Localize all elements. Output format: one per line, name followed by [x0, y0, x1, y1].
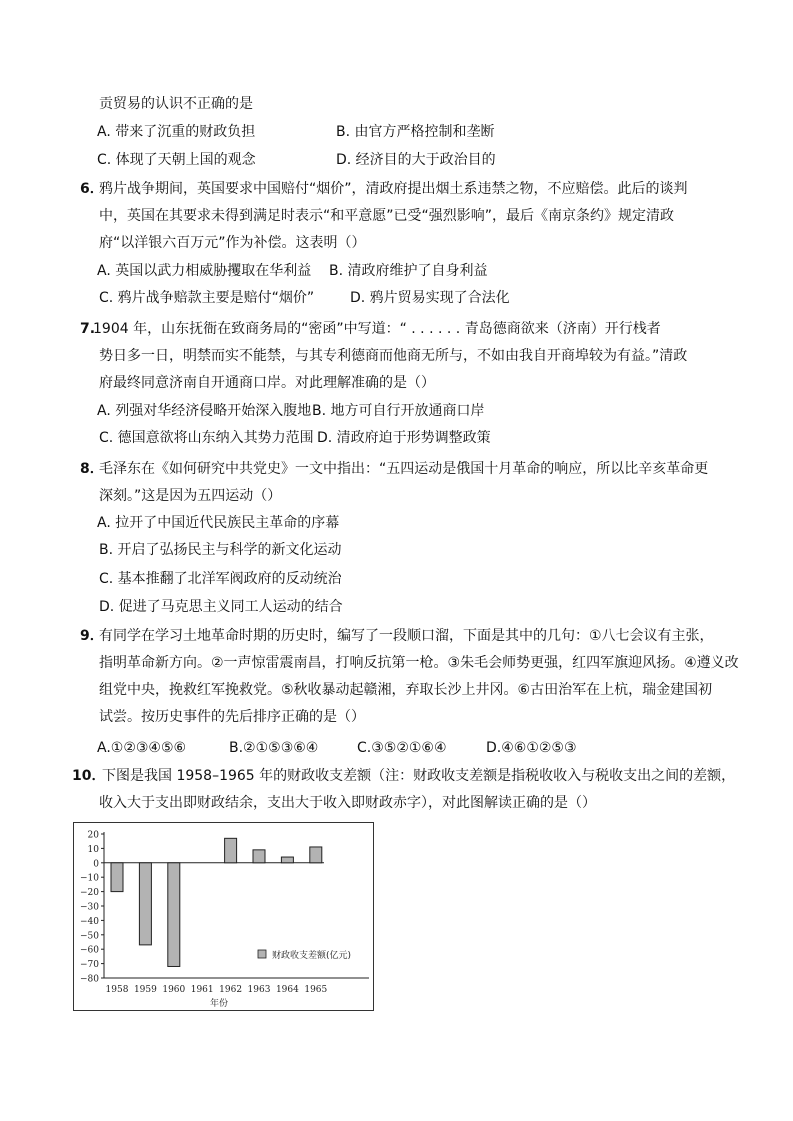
q8-option-a: A. 拉开了中国近代民族民主革命的序幕 [97, 515, 340, 531]
q9-option-d: D.④⑥①②⑤③ [486, 740, 577, 756]
y-tick-label: −10 [80, 873, 99, 884]
x-tick-label: 1963 [247, 985, 271, 995]
x-tick-label: 1959 [133, 985, 157, 995]
bar [139, 863, 151, 945]
bar [225, 838, 237, 862]
x-tick-label: 1958 [105, 985, 129, 995]
q7-option-d: D. 清政府迫于形势调整政策 [317, 430, 491, 446]
q9-line-4: 试尝。按历史事件的先后排序正确的是（） [99, 709, 365, 725]
q6-line-2: 中，英国在其要求未得到满足时表示“和平意愿”已受“强烈影响”，最后《南京条约》规定清政 [99, 208, 675, 224]
q9-line-2: 指明革命新方向。②一声惊雷震南昌，打响反抗第一枪。③朱毛会师势更强，红四军旗迎风扬。④遵义改 [99, 655, 739, 671]
q7-option-a: A. 列强对华经济侵略开始深入腹地 [97, 403, 312, 419]
y-tick-label: 10 [87, 844, 99, 855]
y-tick-label: 20 [87, 830, 99, 841]
legend-swatch [258, 950, 266, 958]
y-tick-label: 0 [93, 859, 99, 870]
q6-number: 6． [80, 181, 104, 197]
y-tick-label: −40 [80, 916, 99, 927]
bar [111, 863, 123, 892]
q7-line-2: 势日多一日，明禁而实不能禁，与其专利德商而他商无所与，不如由我自开商埠较为有益。”清政 [99, 348, 688, 364]
q10-number: 10． [72, 768, 106, 784]
q7-option-b: B. 地方可自行开放通商口岸 [312, 403, 485, 419]
x-tick-label: 1962 [219, 985, 243, 995]
y-tick-label: −60 [80, 945, 99, 956]
q6-option-a: A. 英国以武力相威胁攫取在华利益 [97, 263, 312, 279]
q9-number: 9． [80, 628, 104, 644]
q10-line-1: 下图是我国 1958–1965 年的财政收支差额（注：财政收支差额是指税收收入与税收支出之间的差额， [102, 768, 736, 784]
q8-line-1: 毛泽东在《如何研究中共党史》一文中指出：“五四运动是俄国十月革命的响应，所以比辛亥革命更 [99, 461, 709, 477]
q5-option-d: D. 经济目的大于政治目的 [336, 152, 496, 168]
x-tick-label: 1961 [190, 985, 214, 995]
q5-option-a: A. 带来了沉重的财政负担 [97, 124, 256, 140]
q7-number: 7. [80, 321, 96, 337]
q8-number: 8． [80, 461, 104, 477]
x-axis-title: 年份 [209, 999, 229, 1009]
fiscal-balance-chart [73, 822, 374, 1011]
y-tick-label: −50 [80, 931, 99, 942]
y-tick-label: −80 [80, 974, 99, 985]
y-tick-label: −30 [80, 902, 99, 913]
x-tick-label: 1965 [304, 985, 328, 995]
q5-stem-tail: 贡贸易的认识不正确的是 [99, 96, 253, 112]
q6-option-c: C. 鸦片战争赔款主要是赔付“烟价” [99, 290, 315, 306]
q6-option-b: B. 清政府维护了自身利益 [329, 263, 488, 279]
bar [168, 863, 180, 967]
q8-option-c: C. 基本推翻了北洋军阀政府的反动统治 [99, 571, 342, 587]
bar [253, 850, 265, 863]
q9-option-c: C.③⑤②①⑥④ [357, 740, 447, 756]
q6-option-d: D. 鸦片贸易实现了合法化 [350, 290, 510, 306]
q7-line-3: 府最终同意济南自开通商口岸。对此理解准确的是（） [99, 375, 435, 391]
q7-option-c: C. 德国意欲将山东纳入其势力范围 [99, 430, 314, 446]
q6-line-3: 府“以洋银六百万元”作为补偿。这表明（） [99, 235, 366, 251]
y-tick-label: −20 [80, 888, 99, 899]
q9-line-3: 组党中央，挽救红军挽救党。⑤秋收暴动起赣湘，弃取长沙上井冈。⑥古田治军在上杭，瑞金建国初 [99, 682, 713, 698]
bar [310, 847, 322, 863]
q7-line-1: 1904 年，山东抚衙在致商务局的“密函”中写道：“ . . . . . . 青岛德商欲来（济南）开行栈者 [93, 321, 661, 337]
q8-option-d: D. 促进了马克思主义同工人运动的结合 [99, 599, 343, 615]
q10-line-2: 收入大于支出即财政结余，支出大于收入即财政赤字），对此图解读正确的是（） [99, 795, 596, 811]
bar [281, 857, 293, 863]
q5-option-c: C. 体现了天朝上国的观念 [97, 152, 256, 168]
q6-line-1: 鸦片战争期间，英国要求中国赔付“烟价”，清政府提出烟土系违禁之物，不应赔偿。此后的谈判 [99, 181, 688, 197]
q8-option-b: B. 开启了弘扬民主与科学的新文化运动 [99, 542, 342, 558]
x-tick-label: 1964 [275, 985, 299, 995]
y-tick-label: −70 [80, 960, 99, 971]
x-tick-label: 1960 [162, 985, 186, 995]
q9-line-1: 有同学在学习土地革命时期的历史时，编写了一段顺口溜，下面是其中的几句：①八七会议有主张， [99, 628, 714, 644]
q8-line-2: 深刻。”这是因为五四运动（） [99, 488, 282, 504]
q9-option-b: B.②①⑤③⑥④ [229, 740, 319, 756]
q5-option-b: B. 由官方严格控制和垄断 [336, 124, 495, 140]
fiscal-balance-chart-svg [74, 823, 373, 1010]
q9-option-a: A.①②③④⑤⑥ [97, 740, 187, 756]
legend-label: 财政收支差额(亿元) [272, 951, 352, 961]
